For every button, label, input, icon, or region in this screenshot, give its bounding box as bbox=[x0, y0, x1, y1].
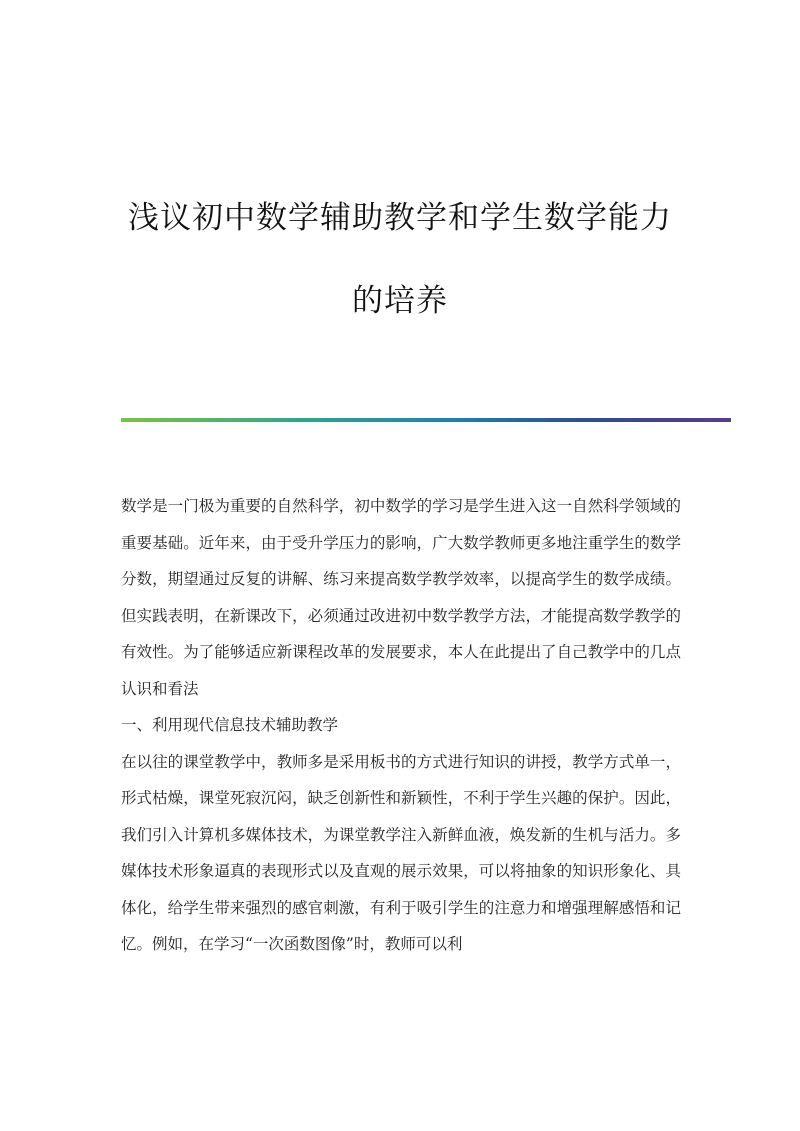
title-divider bbox=[121, 418, 731, 422]
body-paragraph: 在以往的课堂教学中，教师多是采用板书的方式进行知识的讲授，教学方式单一，形式枯燥，课堂死寂沉闷，缺乏创新性和新颖性，不利于学生兴趣的保护。因此，我们引入计算机多媒体技术，为课堂教学注入新鲜血液，焕发新的生机与活力。多媒体技术形象逼真的表现形式以及直观的展示效果，可以将抽象的知识形象化、具体化，给学生带来强烈的感官刺激，有利于吸引学生的注意力和增强理解感悟和记忆。例如，在学习“一次函数图像”时，教师可以利 bbox=[121, 752, 681, 953]
section-heading: 一、利用现代信息技术辅助教学 bbox=[121, 716, 339, 734]
intro-paragraph: 数学是一门极为重要的自然科学，初中数学的学习是学生进入这一自然科学领域的重要基础。近年来，由于受升学压力的影响，广大数学教师更多地注重学生的数学分数，期望通过反复的讲解、练习来提高数学教学效率，以提高学生的数学成绩。但实践表明，在新课改下，必须通过改进初中数学教学方法，才能提高数学教学的有效性。为了能够适应新课程改革的发展要求，本人在此提出了自己教学中的几点认识和看法 bbox=[121, 497, 681, 698]
document-title-line-2: 的培养 bbox=[352, 283, 448, 319]
document-title-line-1: 浅议初中数学辅助教学和学生数学能力 bbox=[128, 200, 672, 236]
document-body bbox=[121, 488, 681, 963]
